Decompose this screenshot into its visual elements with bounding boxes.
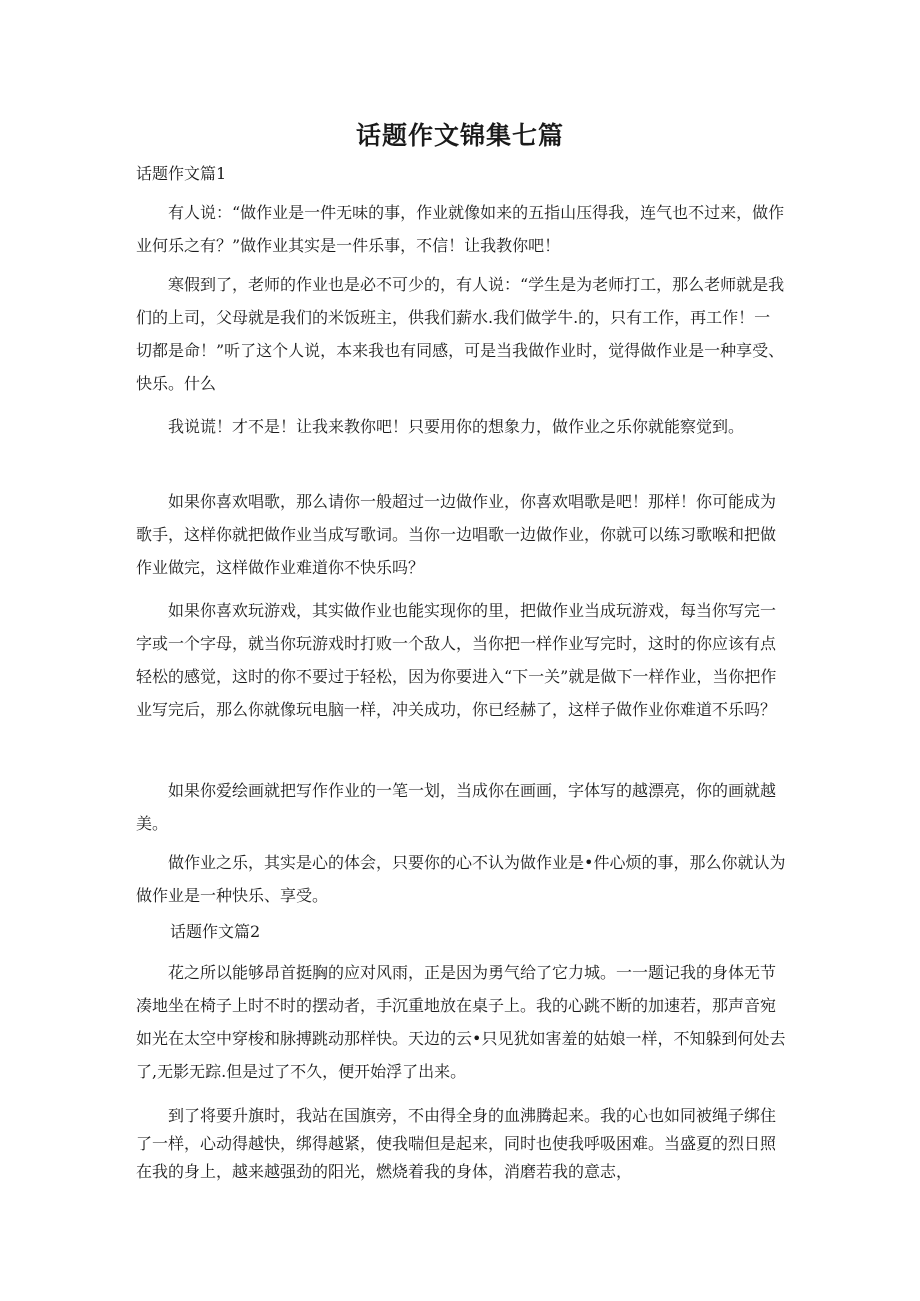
essay-1-heading: 话题作文篇1: [136, 164, 227, 183]
essay-2-heading: 话题作文篇2: [170, 922, 261, 941]
essay-2-paragraph: 花之所以能够昂首挺胸的应对风雨，正是因为勇气给了它力城。一一题记我的身体无节凑地坐在椅子上时不时的摆动者，手沉重地放在桌子上。我的心跳不断的加速若，那声音宛如光在太空中穿梭和脉搏跳动那样快。天边的云•只见犹如害羞的姑娘一样，不知躲到何处去了,无影无踪.但是过了不久，便开始浮了出来。: [136, 963, 786, 1081]
essay-1-paragraph: 如果你喜欢玩游戏，其实做作业也能实现你的里，把做作业当成玩游戏，每当你写完一字或一个字母，就当你玩游戏时打败一个敌人，当你把一样作业写完时，这时的你应该有点轻松的感觉，这时的你不要过于轻松，因为你要进入“下一关”就是做下一样作业，当你把作业写完后，那么你就像玩电脑一样，冲关成功，你已经赫了，这样子做作业你难道不乐吗？: [136, 601, 777, 719]
essay-1-paragraph: 如果你喜欢唱歌，那么请你一般超过一边做作业，你喜欢唱歌是吧！那样！你可能成为歌手，这样你就把做作业当成写歌词。当你一边唱歌一边做作业，你就可以练习歌喉和把做作业做完，这样做作业难道你不快乐吗？: [136, 492, 777, 577]
essay-1-paragraph: 寒假到了，老师的作业也是必不可少的，有人说：“学生是为老师打工，那么老师就是我们的上司，父母就是我们的米饭班主，供我们薪水.我们做学牛.的，只有工作，再工作！一切都是命！”听了这个人说，本来我也有同感，可是当我做作业时，觉得做作业是一种享受、快乐。什么: [136, 275, 785, 393]
essay-1-paragraph: 如果你爱绘画就把写作作业的一笔一划，当成你在画画，字体写的越漂亮，你的画就越美。: [136, 781, 777, 833]
essay-1-paragraph: 有人说：“做作业是一件无味的事，作业就像如来的五指山压得我，连气也不过来，做作业何乐之有？”做作业其实是一件乐事，不信！让我教你吧！: [136, 203, 785, 255]
essay-1-paragraph: 我说谎！才不是！让我来教你吧！只要用你的想象力，做作业之乐你就能察觉到。: [168, 417, 745, 436]
document-title: 话题作文锦集七篇: [355, 121, 564, 150]
essay-2-paragraph: 到了将要升旗时，我站在国旗旁，不由得全身的血沸腾起来。我的心也如同被绳子绑住了一样，心动得越快，绑得越紧，使我喘但是起来，同时也使我呼吸困难。当盛夏的烈日照在我的身上，越来越强劲的阳光，燃烧着我的身体，消磨若我的意志，: [136, 1106, 777, 1181]
essay-1-paragraph: 做作业之乐，其实是心的体会，只要你的心不认为做作业是•件心烦的事，那么你就认为做作业是一种快乐、享受。: [136, 853, 786, 905]
